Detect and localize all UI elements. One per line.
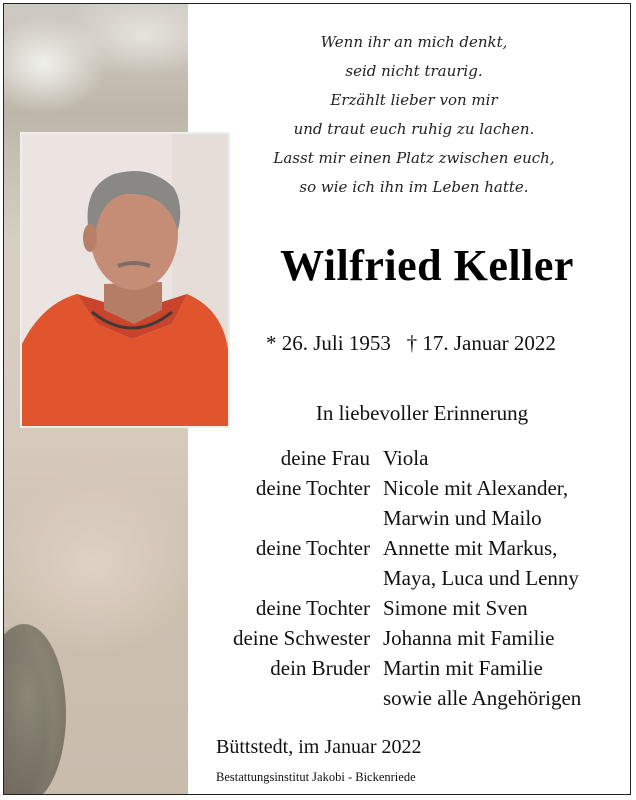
relation-label: deine Tochter	[255, 536, 370, 560]
place-date: Büttstedt, im Januar 2022	[216, 736, 422, 758]
mourner-row	[4, 443, 631, 473]
funeral-home: Bestattungsinstitut Jakobi - Bickenriede	[216, 770, 416, 784]
mourner-row	[4, 473, 631, 503]
mourner-row	[4, 563, 631, 593]
mourner-names: Marwin und Mailo	[383, 506, 542, 530]
relation-label: dein Bruder	[270, 656, 370, 680]
birth-date: * 26. Juli 1953	[266, 331, 391, 355]
relation-label: deine Tochter	[255, 476, 370, 500]
mourner-row	[4, 503, 631, 533]
poem-line: Wenn ihr an mich denkt,	[320, 33, 508, 51]
mourner-row	[4, 653, 631, 683]
death-date: † 17. Januar 2022	[406, 331, 556, 355]
mourner-names: Johanna mit Familie	[383, 626, 555, 650]
memorial-poem	[204, 28, 624, 202]
relation-label: deine Tochter	[255, 596, 370, 620]
memory-line: In liebevoller Erinnerung	[315, 401, 529, 425]
deceased-name: Wilfried Keller	[280, 241, 574, 290]
poem-line: Erzählt lieber von mir	[330, 91, 498, 109]
mourner-names: Viola	[383, 446, 429, 470]
relation-label: deine Schwester	[232, 626, 370, 650]
mourner-row	[4, 533, 631, 563]
mourner-row	[4, 593, 631, 623]
mourner-names: Nicole mit Alexander,	[383, 476, 569, 500]
poem-line: seid nicht traurig.	[345, 62, 483, 80]
portrait-photo	[20, 132, 230, 428]
mourner-names: Martin mit Familie	[383, 656, 543, 680]
relation-label: deine Frau	[280, 446, 370, 470]
mourner-row	[4, 623, 631, 653]
mourners-list	[4, 443, 631, 713]
mourner-names: Simone mit Sven	[383, 596, 528, 620]
obituary-frame	[3, 3, 631, 795]
poem-line: Lasst mir einen Platz zwischen euch,	[273, 149, 555, 167]
mourner-row	[4, 683, 631, 713]
mourner-names: Annette mit Markus,	[383, 536, 558, 560]
mourner-names: Maya, Luca und Lenny	[383, 566, 579, 590]
life-dates	[266, 331, 556, 356]
mourner-names: sowie alle Angehörigen	[383, 686, 582, 710]
poem-line: und traut euch ruhig zu lachen.	[293, 120, 535, 138]
poem-line: so wie ich ihn im Leben hatte.	[299, 178, 529, 196]
